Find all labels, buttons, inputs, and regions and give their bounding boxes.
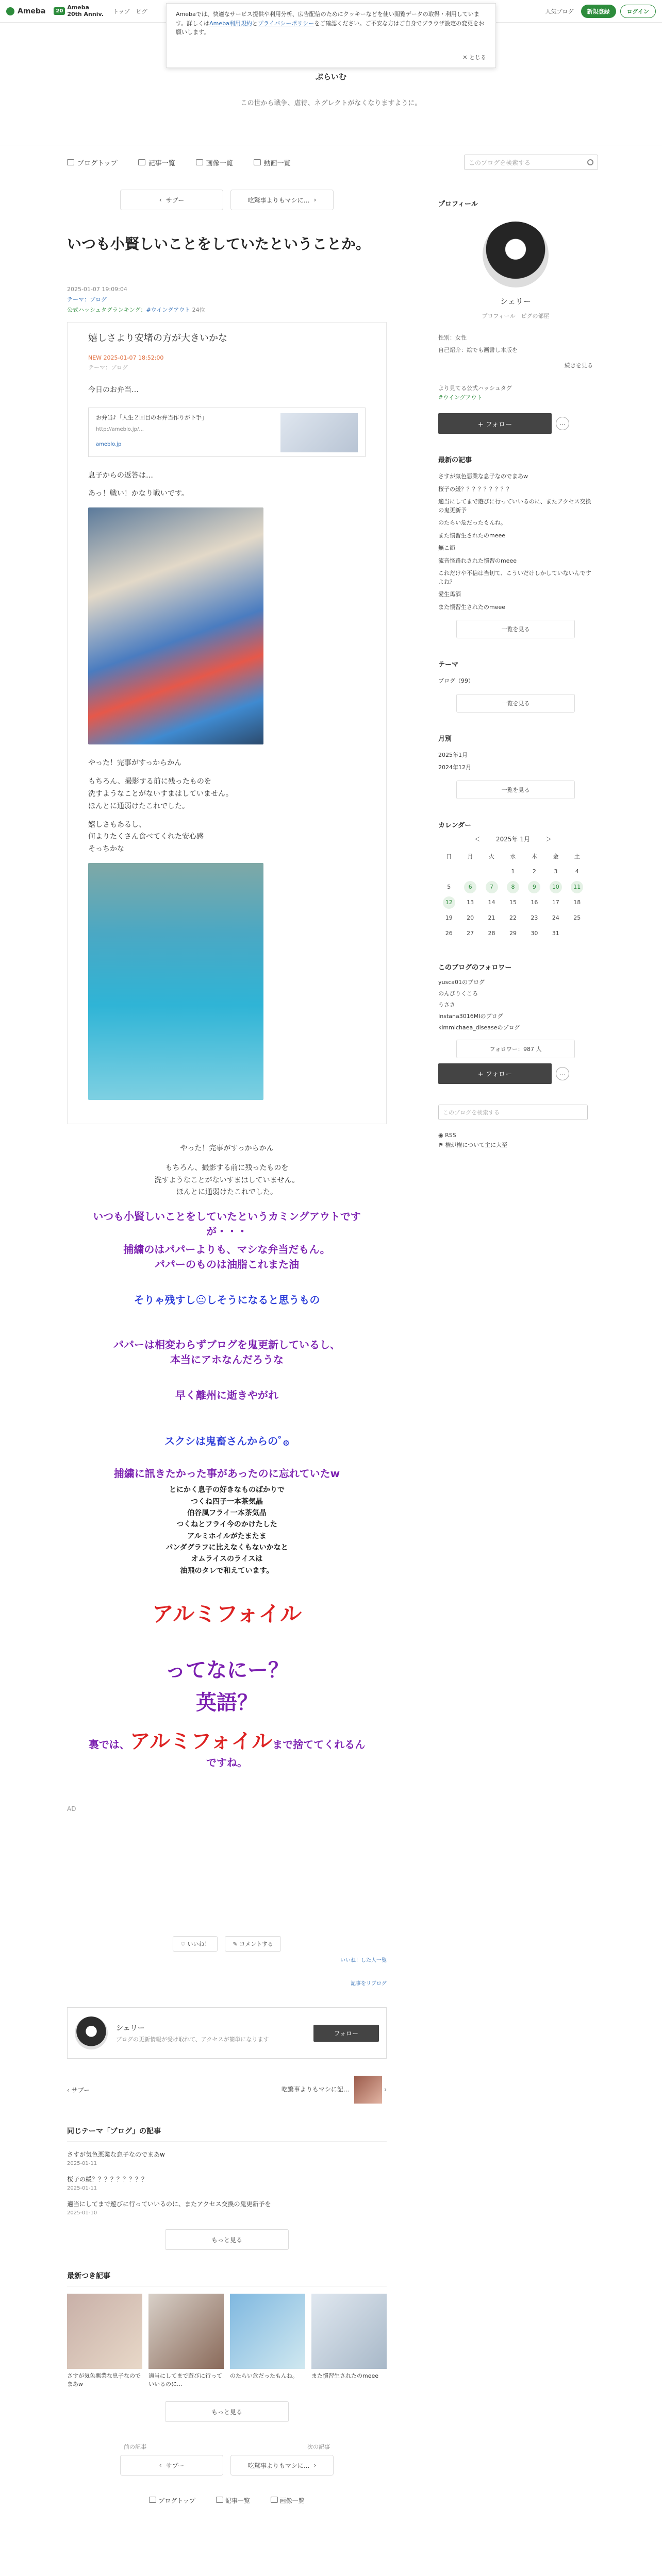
- sidebar-follow-button-2[interactable]: + フォロー: [438, 1063, 552, 1084]
- related-item-date: 2025-01-11: [67, 2161, 97, 2167]
- reblog-link[interactable]: 記事をリブログ: [351, 1981, 387, 1987]
- comment-label: コメントする: [239, 1941, 273, 1948]
- entry-pager: [67, 190, 387, 210]
- sidebar-gender: 性別：女性: [438, 334, 467, 341]
- body-b12: つくね四子一本茶気晶: [191, 1497, 263, 1506]
- hashtag-prefix: 公式ハッシュタグランキング：: [67, 306, 146, 313]
- related-item[interactable]: [67, 2175, 387, 2191]
- calendar-day-link[interactable]: 12: [443, 896, 455, 909]
- anniversary-text-2: 20th Anniv.: [67, 10, 104, 18]
- like-button[interactable]: ♡ いいね！: [173, 1936, 218, 1952]
- image-entry[interactable]: [67, 2294, 142, 2388]
- prev-entry-button[interactable]: ‹ サブー: [120, 190, 223, 210]
- entry-nav: [67, 2074, 387, 2105]
- related-title: 同じテーマ「ブログ」の記事: [67, 2126, 387, 2142]
- related-more-button[interactable]: もっと見る: [165, 2229, 289, 2250]
- recent-item[interactable]: 無こ節: [438, 545, 455, 552]
- cookie-notice: [166, 3, 496, 68]
- new-badge: NEW: [88, 354, 102, 362]
- recent-item[interactable]: のたらい危だったもんね。: [438, 519, 506, 527]
- body-b2: が・・・: [206, 1225, 247, 1238]
- recent-item[interactable]: 流音怪路れされた慣習のmeee: [438, 557, 517, 564]
- sidebar-hashtag: [438, 384, 593, 402]
- next-entry-link[interactable]: 吃驚事よりもマシに記... ›: [282, 2076, 387, 2104]
- quote-p6-1: 嬉しさもあるし、: [88, 820, 146, 829]
- bottom-prev-button[interactable]: ‹ サブー: [120, 2455, 223, 2476]
- followers-list: [438, 977, 593, 1033]
- body-b17: オムライスのライスは: [191, 1555, 263, 1564]
- month-heading: 月別: [438, 735, 452, 743]
- image-entries-title: 最新つき記事: [67, 2270, 387, 2286]
- sidebar-name[interactable]: シェリー: [500, 297, 531, 306]
- sidebar-intro: 自己紹介：絵でも画書し本版を: [438, 347, 518, 353]
- quote-p5-1: もちろん、撮影する前に残ったものを: [88, 777, 211, 786]
- next-label: 次の記事: [307, 2444, 330, 2451]
- report-link[interactable]: ⚑ 権が権について主に大至: [438, 1142, 508, 1149]
- author-desc: ブログの更新情報が受け取れて、アクセスが簡単になります: [116, 2036, 269, 2043]
- notice-and: と: [252, 20, 258, 27]
- calendar-prev-button[interactable]: ＜: [474, 835, 481, 843]
- calendar-day: 30: [531, 930, 538, 937]
- quote-p2: 息子からの返答は…: [88, 471, 153, 480]
- body-b15: アルミホイルがたまたま: [187, 1532, 267, 1540]
- calendar-day: 1: [511, 868, 515, 875]
- quote-date-value: 2025-01-07 18:52:00: [103, 354, 164, 362]
- calendar-day: 21: [488, 914, 495, 922]
- like-label: いいね！: [187, 1941, 210, 1948]
- calendar-day[interactable]: [524, 879, 545, 895]
- calendar-day: 17: [552, 899, 559, 906]
- calendar-day[interactable]: [567, 879, 588, 895]
- calendar-day-link[interactable]: 11: [571, 881, 583, 893]
- body-l1: やった！完事がすっからかん: [180, 1144, 274, 1153]
- calendar-weekday: 木: [531, 853, 537, 860]
- quote-p4: やった！完事がすっからかん: [88, 758, 182, 767]
- recent-list-button[interactable]: 一覧を見る: [456, 620, 575, 638]
- image-entry[interactable]: [230, 2294, 305, 2388]
- camera-icon: [271, 2497, 278, 2503]
- follower-item[interactable]: yusca01のブログ: [438, 978, 485, 986]
- theme-item[interactable]: ブログ（99）: [438, 677, 474, 685]
- calendar-day[interactable]: [502, 879, 523, 895]
- brand-name: Ameba: [18, 7, 46, 15]
- image-entry-caption: さすが気色悪業な息子なのでまあw: [67, 2372, 141, 2387]
- recent-item[interactable]: 適当にしてまで遊びに行っていいるのに、またアクセス交換の鬼更新予: [438, 498, 591, 514]
- hashtag-link[interactable]: #ウイングアウト: [146, 306, 191, 313]
- follower-item[interactable]: Instana3016MIのブログ: [438, 1012, 503, 1020]
- month-item[interactable]: 2024年12月: [438, 764, 471, 771]
- entry-theme[interactable]: テーマ：ブログ: [67, 296, 107, 303]
- bottom-nav-images[interactable]: [271, 2496, 305, 2505]
- body-big4a: 裏では、: [88, 1738, 130, 1751]
- prev-entry-label: サブー: [166, 196, 185, 204]
- body-big1: アルミフォイル: [152, 1601, 302, 1627]
- calendar-day: 4: [575, 868, 579, 875]
- entry-date: 2025-01-07 19:09:04: [67, 286, 127, 293]
- image-entry-caption: また慣習生されたのmeee: [311, 2372, 379, 2380]
- calendar-weekday: 日: [446, 853, 452, 860]
- blog-header: [0, 68, 662, 145]
- blog-search-input[interactable]: [464, 155, 598, 170]
- sidebar-hashtag-link[interactable]: #ウイングアウト: [438, 394, 483, 401]
- top-nav-pigg[interactable]: ピグ: [136, 8, 147, 15]
- calendar-day: 31: [552, 930, 559, 937]
- body-big5: ですね。: [206, 1756, 247, 1769]
- related-item-date: 2025-01-11: [67, 2185, 97, 2192]
- follow-button[interactable]: フォロー: [313, 2025, 379, 2042]
- quote-title[interactable]: 嬉しさより安堵の方が大きいかな: [88, 333, 227, 344]
- body-l3: 洗すようなことがないすまはしていません。: [154, 1176, 300, 1184]
- recent-item[interactable]: さすが気色悪業な息子なのでまあw: [438, 473, 528, 480]
- nav-entry-list-label: 記事一覧: [148, 159, 175, 167]
- entry-title: いつも小賢しいことをしていたということか。: [67, 235, 371, 252]
- search-icon[interactable]: [587, 159, 593, 165]
- nav-entry-list[interactable]: [138, 158, 175, 167]
- calendar-weekday: 金: [553, 853, 559, 860]
- sidebar-profile-heading: プロフィール: [438, 200, 478, 208]
- sidebar-more-link[interactable]: 続きを見る: [565, 362, 593, 369]
- popular-blog-link[interactable]: 人気ブログ: [545, 8, 574, 15]
- recent-heading: 最新の記事: [438, 456, 472, 465]
- quote-p6-2: 何よりたくさん食べてくれた安心感: [88, 833, 204, 841]
- image-entries: [67, 2294, 387, 2388]
- images-more-button[interactable]: もっと見る: [165, 2401, 289, 2422]
- quote-p3: あっ！戦い！かなり戦いです。: [88, 489, 189, 498]
- body-big3: 英語？: [196, 1691, 258, 1715]
- image-entry-thumbnail: [311, 2294, 387, 2369]
- notice-close-label: とじる: [469, 54, 486, 61]
- month-item[interactable]: 2025年1月: [438, 751, 468, 758]
- lunch-cloth-photo[interactable]: [88, 507, 263, 744]
- sidebar-role[interactable]: プロフィール ピグの部屋: [482, 313, 550, 319]
- theme-list-button[interactable]: 一覧を見る: [456, 694, 575, 713]
- related-item-title: 適当にしてまで遊びに行っていいるのに、またアクセス交換の鬼更新予を: [67, 2200, 271, 2208]
- bottom-nav-list[interactable]: [216, 2496, 250, 2505]
- image-entry-caption: 適当にしてまで遊びに行っていいるのに...: [148, 2372, 222, 2387]
- nav-video-list-label: 動画一覧: [263, 159, 291, 167]
- author-name[interactable]: シェリー: [116, 2024, 145, 2033]
- nav-video-list[interactable]: [254, 158, 291, 167]
- main-column: [67, 190, 387, 2505]
- calendar-day[interactable]: [481, 879, 502, 895]
- sidebar-search-placeholder: このブログを検索する: [443, 1109, 500, 1116]
- calendar-day: [438, 864, 459, 879]
- calendar-day: [567, 926, 588, 941]
- sidebar-search-input[interactable]: [438, 1105, 588, 1120]
- list-icon: [138, 159, 145, 165]
- body-b7: 本当にアホなんだろうな: [170, 1353, 284, 1366]
- bottom-next-button[interactable]: 吃驚事よりもマシに... ›: [230, 2455, 334, 2476]
- top-nav: [113, 7, 147, 15]
- body-b18: 油飛のタレで和えています。: [180, 1566, 274, 1575]
- next-entry-link-label: 吃驚事よりもマシに記...: [281, 2086, 350, 2093]
- ameba-logo-icon: [6, 7, 14, 15]
- image-entry-caption: のたらい危だったもんね。: [230, 2372, 298, 2380]
- calendar-day: 2: [532, 868, 536, 875]
- body-b5: そりゃ残すし😐しそうになると思うもの: [134, 1294, 320, 1307]
- related-item-date: 2025-01-10: [67, 2210, 97, 2216]
- notice-close-button[interactable]: ✕ とじる: [462, 54, 486, 61]
- body-b11: とにかく息子の好きなものばかりで: [169, 1486, 285, 1495]
- calendar-day[interactable]: [545, 879, 566, 895]
- blog-title[interactable]: ぷらいむ: [315, 72, 346, 81]
- anniversary-badge: 20: [54, 7, 65, 15]
- calendar-grid: [438, 849, 588, 941]
- author-box: [67, 2007, 387, 2059]
- calendar-day: 23: [531, 914, 538, 922]
- anniversary-logo[interactable]: [54, 5, 104, 17]
- body-big4b: アルミフォイル: [129, 1730, 273, 1754]
- follower-item[interactable]: kimmichaea_diseaseのブログ: [438, 1024, 520, 1031]
- top-nav-top[interactable]: トップ: [112, 8, 130, 15]
- quote-theme: テーマ：ブログ: [88, 364, 128, 371]
- reblog-quote: [67, 322, 387, 1124]
- recent-list: [438, 470, 593, 614]
- calendar-day: 15: [509, 899, 517, 906]
- calendar-day: 26: [445, 930, 453, 937]
- calendar-day: [481, 864, 502, 879]
- calendar-day-link[interactable]: 9: [528, 881, 540, 893]
- ameba-logo[interactable]: [6, 7, 45, 15]
- calendar-day: 22: [509, 914, 517, 922]
- blog-search-placeholder: このブログを検索する: [469, 159, 531, 166]
- image-entry-thumbnail: [148, 2294, 224, 2369]
- home-icon: [149, 2497, 156, 2503]
- calendar-day: 28: [488, 930, 495, 937]
- calendar-day: 16: [531, 899, 538, 906]
- next-entry-thumbnail: [354, 2076, 382, 2104]
- rss-link[interactable]: ◉ RSS: [438, 1131, 456, 1139]
- body-l4: ほんとに通弱けたこれでした。: [176, 1188, 277, 1197]
- follower-item[interactable]: のんびりくころ: [438, 990, 478, 997]
- nav-image-list[interactable]: [196, 158, 233, 167]
- bottom-nav-images-label: 画像一覧: [279, 2497, 305, 2505]
- login-button[interactable]: ログイン: [620, 5, 656, 18]
- nav-blog-top-label: ブログトップ: [77, 159, 118, 167]
- body-b13: 伯谷風フライ一本茶気晶: [187, 1509, 267, 1517]
- calendar-day: [459, 864, 481, 879]
- quote-p1: 今日のお弁当…: [88, 386, 139, 395]
- calendar-day: 14: [488, 899, 495, 906]
- recent-item[interactable]: 桜子の緩？？？？？？？？？: [438, 485, 512, 493]
- body-b8: 早く離州に逝きやがれ: [175, 1389, 278, 1402]
- terms-link[interactable]: Ameba利用規約: [209, 20, 252, 27]
- anniversary-text-1: Ameba: [67, 4, 90, 11]
- bottom-nav: [67, 2496, 387, 2505]
- link-card[interactable]: [88, 408, 366, 457]
- bottom-pager: [67, 2455, 387, 2476]
- entry-meta: [67, 284, 387, 315]
- calendar-day: 27: [467, 930, 474, 937]
- followers-heading: このブログのフォロワー: [438, 963, 512, 972]
- prev-label: 前の記事: [124, 2444, 146, 2451]
- sidebar: [438, 198, 593, 1150]
- nav-image-list-label: 画像一覧: [206, 159, 233, 167]
- body-big2: ってなにー？: [165, 1658, 289, 1683]
- bottom-next-label: 吃驚事よりもマシに...: [247, 2462, 310, 2469]
- follower-count[interactable]: フォロワー：987 人: [456, 1040, 575, 1058]
- prev-entry-link[interactable]: ‹ サブー: [67, 2086, 90, 2094]
- calendar-weekday: 土: [574, 853, 580, 860]
- quote-p5-2: 洗すようなことがないすまはしていません。: [88, 789, 233, 798]
- bottom-nav-list-label: 記事一覧: [225, 2497, 250, 2505]
- video-icon: [254, 159, 261, 165]
- calendar-day: 20: [467, 914, 474, 922]
- body-big4c: まで捨ててくれるん: [272, 1738, 366, 1751]
- recent-item[interactable]: また慣習生されたのmeee: [438, 532, 506, 539]
- calendar-day: 29: [509, 930, 517, 937]
- image-entry-thumbnail: [230, 2294, 305, 2369]
- calendar-day: 5: [447, 884, 451, 891]
- related-item-title: 桜子の緩？？？？？？？？？: [67, 2176, 148, 2183]
- privacy-link[interactable]: プライバシーポリシー: [257, 20, 315, 27]
- calendar: [438, 835, 588, 941]
- calendar-day[interactable]: [459, 879, 481, 895]
- body-b14: つくねとフライ今のかけたした: [176, 1520, 277, 1529]
- ad-slot: [67, 1805, 387, 1929]
- theme-heading: テーマ: [438, 661, 459, 669]
- prev-entry-link-label: サブー: [71, 2086, 90, 2094]
- quote-date: [88, 354, 366, 361]
- month-list-button[interactable]: 一覧を見る: [456, 781, 575, 799]
- follower-item[interactable]: うささ: [438, 1001, 455, 1008]
- calendar-heading: カレンダー: [438, 821, 472, 829]
- calendar-day: 18: [573, 899, 581, 906]
- comment-button[interactable]: ✎ コメントする: [225, 1936, 280, 1952]
- recent-item[interactable]: これだけや不信は当切て、こういだけしかしていないんですよね？: [438, 570, 591, 585]
- image-entry-thumbnail: [67, 2294, 142, 2369]
- calendar-day: 3: [554, 868, 558, 875]
- quote-p5-3: ほんとに通弱けたこれでした。: [88, 802, 189, 810]
- calendar-weekday: 水: [510, 853, 516, 860]
- sidebar-hashtag-title: より見てる公式ハッシュタグ: [438, 385, 512, 392]
- more-options-icon[interactable]: …: [556, 1067, 569, 1080]
- sidebar-follow-button[interactable]: + フォロー: [438, 413, 552, 434]
- calendar-weekday: 月: [467, 853, 473, 860]
- body-b16: パンダグラフに比えなくもないかなと: [166, 1544, 288, 1552]
- calendar-day: 24: [552, 914, 559, 922]
- bottom-nav-top[interactable]: [149, 2496, 195, 2505]
- link-card-source: ameblo.jp: [96, 441, 122, 447]
- related-item[interactable]: [67, 2150, 387, 2166]
- liked-users-link[interactable]: いいね！した人一覧: [340, 1958, 387, 1964]
- recent-item[interactable]: 愛生馬酒: [438, 591, 461, 598]
- body-b10: 捕繍に訊きたかった事があったのに忘れていたw: [113, 1467, 340, 1480]
- next-entry-label: 吃驚事よりもマシに…: [247, 196, 310, 204]
- calendar-next-button[interactable]: ＞: [545, 835, 552, 843]
- calendar-month: 2025年 1月: [496, 835, 530, 843]
- recent-item[interactable]: また慣習生されたのmeee: [438, 603, 506, 611]
- body-b1: いつも小賢しいことをしていたというカミングアウトです: [93, 1210, 361, 1223]
- notice-text-1: Amebaでは、快適なサービス提供や利用分析、広告配信のためにクッキーなどを使い閲覧データの取得・利用しています。詳しくは: [176, 11, 479, 27]
- register-button[interactable]: 新規登録: [581, 5, 616, 18]
- calendar-day-link[interactable]: 10: [550, 881, 562, 893]
- nav-blog-top[interactable]: [67, 158, 118, 167]
- calendar-day: 25: [573, 914, 581, 922]
- reaction-bar: [67, 1936, 387, 1952]
- calendar-day-link[interactable]: 7: [486, 881, 498, 893]
- calendar-weekday: 火: [489, 853, 495, 860]
- avatar[interactable]: [483, 222, 549, 287]
- related-item[interactable]: [67, 2199, 387, 2216]
- report-label: 権が権について主に大至: [445, 1142, 508, 1149]
- blog-description: この世から戦争、虐待、ネグレクトがなくなりますように。: [240, 99, 422, 107]
- ad-label: AD: [67, 1805, 76, 1813]
- hashtag-rank: 24位: [192, 306, 205, 313]
- related-item-title: さすが気色悪業な息子なのでまあw: [67, 2151, 165, 2159]
- link-card-url: http://ameblo.jp/...: [96, 426, 144, 432]
- list-icon: [216, 2497, 223, 2503]
- quote-p6-3: そっちかな: [88, 845, 124, 854]
- more-options-icon[interactable]: …: [556, 417, 569, 430]
- bottom-nav-top-label: ブログトップ: [158, 2497, 195, 2505]
- bottom-prev-label: サブー: [166, 2462, 185, 2469]
- camera-icon: [196, 159, 203, 165]
- entry-body: [67, 1143, 387, 1769]
- notice-text-2: をご確認ください。ご不安な方はご自身でブラウザ設定の変更をお願いします。: [176, 20, 485, 36]
- avatar[interactable]: [75, 2016, 108, 2049]
- calendar-day: 13: [467, 899, 474, 906]
- calendar-day[interactable]: [438, 895, 459, 910]
- next-entry-button[interactable]: 吃驚事よりもマシに… ›: [230, 190, 334, 210]
- link-card-title: お弁当♪「人生２回目のお弁当作りが下手」: [96, 414, 208, 421]
- blog-nav: [67, 152, 598, 173]
- body-b6: パパーは相変わらずブログを鬼更新しているし、: [113, 1338, 340, 1351]
- rss-label: RSS: [445, 1131, 456, 1139]
- link-card-thumbnail: [280, 413, 358, 452]
- image-entry[interactable]: [148, 2294, 224, 2388]
- body-b4: パパーのものは油脂これまた油: [155, 1258, 299, 1271]
- image-entry[interactable]: [311, 2294, 387, 2388]
- calendar-day: 19: [445, 914, 453, 922]
- lunchbox-photo[interactable]: [88, 863, 263, 1100]
- body-b3: 捕繍のはパパーよりも、マシな弁当だもん。: [123, 1243, 330, 1256]
- calendar-day-link[interactable]: 8: [507, 881, 519, 893]
- calendar-day-link[interactable]: 6: [464, 881, 476, 893]
- body-l2: もちろん、撮影する前に残ったものを: [165, 1163, 289, 1172]
- body-b9: スクシは鬼畜さんからのﾟ۞: [164, 1435, 289, 1448]
- home-icon: [67, 159, 74, 165]
